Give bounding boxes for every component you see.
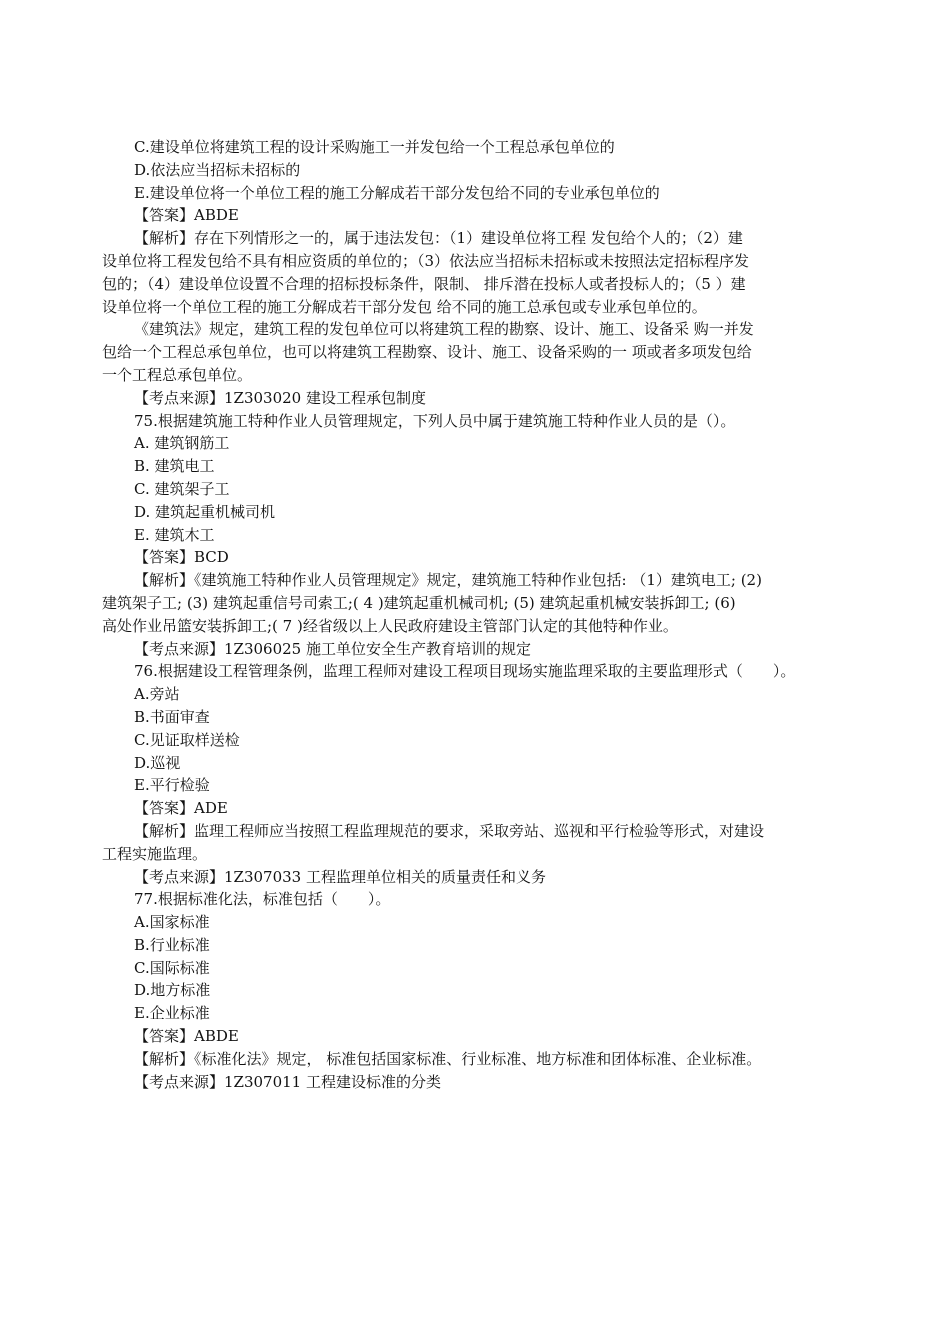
q74-option-d: D.依法应当招标未招标的: [134, 160, 301, 179]
q77-question: 77.根据标准化法，标准包括（ ）。: [134, 890, 391, 909]
q76-analysis-line-2: 工程实施监理。: [102, 844, 208, 863]
q74-option-c: C.建设单位将建筑工程的设计采购施工一并发包给一个工程总承包单位的: [134, 138, 615, 156]
q76-analysis-line-1: 【解析】监理工程师应当按照工程监理规范的要求，采取旁站、巡视和平行检验等形式，对建设: [134, 821, 765, 840]
q74-law-line-2: 包给一个工程总承包单位，也可以将建筑工程勘察、设计、施工、设备采购的一 项或者多项发包给: [102, 343, 752, 362]
q77-option-d: D.地方标准: [134, 981, 211, 1000]
q75-option-e: E. 建筑木工: [134, 525, 215, 544]
q74-law-line-3: 一个工程总承包单位。: [102, 365, 253, 384]
q77-option-a: A.国家标准: [134, 913, 210, 932]
q76-option-a: A.旁站: [134, 685, 180, 704]
document-body: [102, 136, 872, 1093]
q75-option-b: B. 建筑电工: [134, 457, 215, 476]
q76-option-c: C.见证取样送检: [134, 730, 240, 749]
q76-answer: 【答案】ADE: [134, 799, 228, 818]
q74-analysis-line-4: 设单位将一个单位工程的施工分解成若干部分发包 给不同的施工总承包或专业承包单位的。: [102, 297, 707, 316]
q75-option-a: A. 建筑钢筋工: [134, 434, 230, 453]
q74-law-line-1: 《建筑法》规定，建筑工程的发包单位可以将建筑工程的勘察、设计、施工、设备采 购一并发: [134, 320, 754, 339]
q77-option-c: C.国际标准: [134, 958, 210, 977]
q74-analysis-line-1: 【解析】存在下列情形之一的，属于违法发包：（1）建设单位将工程 发包给个人的；（2）建: [134, 229, 743, 248]
q76-option-d: D.巡视: [134, 753, 181, 772]
q74-source: 【考点来源】1Z303020 建设工程承包制度: [134, 388, 426, 407]
q75-question: 75.根据建筑施工特种作业人员管理规定，下列人员中属于建筑施工特种作业人员的是（）。: [134, 411, 736, 430]
q74-analysis-line-2: 设单位将工程发包给不具有相应资质的单位的；（3）依法应当招标未招标或未按照法定招标程序发: [102, 251, 750, 270]
q75-source: 【考点来源】1Z306025 施工单位安全生产教育培训的规定: [134, 639, 531, 658]
q76-option-b: B.书面审查: [134, 707, 210, 726]
q77-source: 【考点来源】1Z307011 工程建设标准的分类: [134, 1072, 441, 1091]
q75-option-c: C. 建筑架子工: [134, 479, 230, 498]
q74-analysis-line-3: 包的；（4）建设单位设置不合理的招标投标条件，限制、 排斥潜在投标人或者投标人的；（5 ）建: [102, 274, 746, 293]
q75-option-d: D. 建筑起重机械司机: [134, 502, 276, 521]
q76-option-e: E.平行检验: [134, 776, 210, 795]
q77-analysis: 【解析】《标准化法》规定， 标准包括国家标准、行业标准、地方标准和团体标准、企业标准。: [134, 1049, 762, 1068]
q76-source: 【考点来源】1Z307033 工程监理单位相关的质量责任和义务: [134, 867, 546, 886]
q75-analysis-line-1: 【解析】《建筑施工特种作业人员管理规定》规定，建筑施工特种作业包括: （1）建筑电工; (2): [134, 571, 762, 590]
q75-analysis-line-2: 建筑架子工; (3) 建筑起重信号司索工;( 4 )建筑起重机械司机; (5) 建筑起重机械安装拆卸工; (6): [102, 593, 736, 612]
q75-answer: 【答案】BCD: [134, 548, 229, 567]
q74-answer: 【答案】ABDE: [134, 206, 239, 225]
q77-option-b: B.行业标准: [134, 935, 210, 954]
q77-option-e: E.企业标准: [134, 1004, 210, 1023]
q75-analysis-line-3: 高处作业吊篮安装拆卸工;( 7 )经省级以上人民政府建设主管部门认定的其他特种作业。: [102, 616, 678, 635]
q76-question: 76.根据建设工程管理条例，监理工程师对建设工程项目现场实施监理采取的主要监理形式（ ）。: [134, 662, 796, 681]
q74-option-e: E.建设单位将一个单位工程的施工分解成若干部分发包给不同的专业承包单位的: [134, 183, 660, 202]
q77-answer: 【答案】ABDE: [134, 1027, 239, 1046]
